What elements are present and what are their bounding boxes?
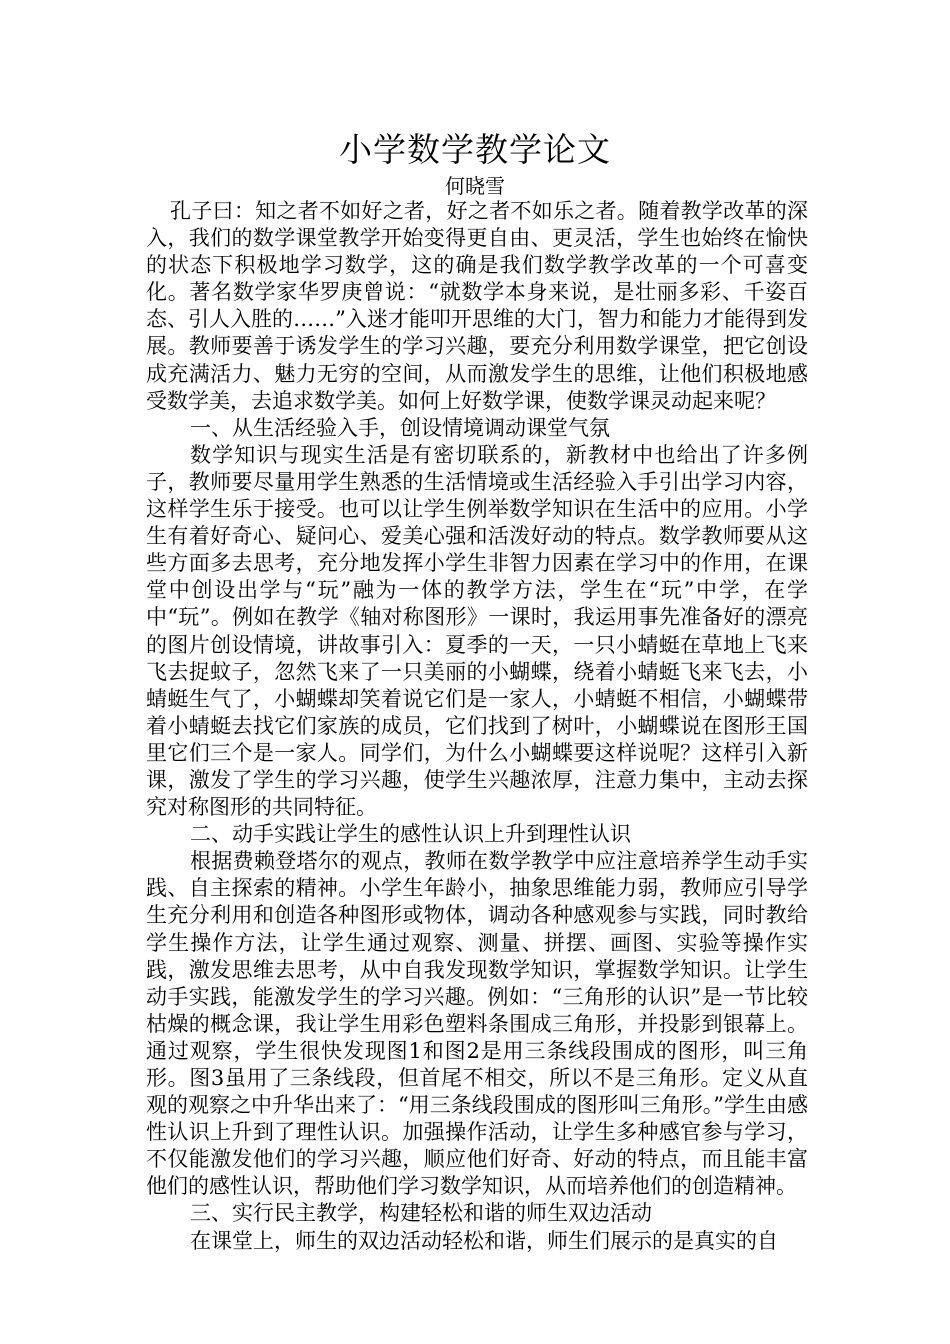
paragraph-section-1: 数学知识与现实生活是有密切联系的，新教材中也给出了许多例子，教师要尽量用学生熟悉的生活情境或生活经验入手引出学习内容，这样学生乐于接受。也可以让学生例举数学知识在生活中的应用。小学生有着好奇心、疑问心、爱美心强和活泼好动的特点。数学教师要从这些方面多去思考，充分地发挥小学生非智力因素在学习中的作用，在课堂中创设出学与“玩”融为一体的教学方法，学生在“玩”中学，在学中“玩”。例如在教学《轴对称图形》一课时，我运用事先准备好的漂亮的图片创设情境，讲故事引入：夏季的一天，一只小蜻蜓在草地上飞来飞去捉蚊子，忽然飞来了一只美丽的小蝴蝶，绕着小蜻蜓飞来飞去，小蜻蜓生气了，小蝴蝶却笑着说它们是一家人，小蜻蜓不相信，小蝴蝶带着小蜻蜓去找它们家族的成员，它们找到了树叶，小蝴蝶说在图形王国里它们三个是一家人。同学们，为什么小蝴蝶要这样说呢？这样引入新课，激发了学生的学习兴趣，使学生兴趣浓厚，注意力集中，主动去探究对称图形的共同特征。 bbox=[146, 442, 808, 820]
author-name: 何晓雪 bbox=[445, 174, 505, 198]
section-heading-3: 三、实行民主教学，构建轻松和谐的师生双边活动 bbox=[190, 1201, 652, 1226]
document-body bbox=[146, 198, 808, 1255]
paragraph-section-2: 根据费赖登塔尔的观点，教师在数学教学中应注意培养学生动手实践、自主探索的精神。小学生年龄小，抽象思维能力弱，教师应引导学生充分利用和创造各种图形或物体，调动各种感观参与实践，同时教给学生操作方法，让学生通过观察、测量、拼摆、画图、实验等操作实践，激发思维去思考，从中自我发现数学知识，掌握数学知识。让学生动手实践，能激发学生的学习兴趣。例如：“三角形的认识”是一节比较枯燥的概念课，我让学生用彩色塑料条围成三角形，并投影到银幕上。通过观察，学生很快发现图1和图2是用三条线段围成的图形，叫三角形。图3虽用了三条线段，但首尾不相交，所以不是三角形。定义从直观的观察之中升华出来了：“用三条线段围成的图形叫三角形。”学生由感性认识上升到了理性认识。加强操作活动，让学生多种感官参与学习，不仅能激发他们的学习兴趣，顺应他们好奇、好动的特点，而且能丰富他们的感性认识，帮助他们学习数学知识，从而培养他们的创造精神。 bbox=[146, 849, 808, 1199]
document-title: 小学数学教学论文 bbox=[339, 130, 611, 169]
paragraph-section-3: 在课堂上，师生的双边活动轻松和谐，师生们展示的是真实的自 bbox=[190, 1228, 778, 1253]
paragraph-intro: 孔子曰：知之者不如好之者，好之者不如乐之者。随着教学改革的深入，我们的数学课堂教学开始变得更自由、更灵活，学生也始终在愉快的状态下积极地学习数学，这的确是我们数学教学改革的一个可喜变化。著名数学家华罗庚曾说：“就数学本身来说，是壮丽多彩、千姿百态、引人入胜的……”入迷才能叩开思维的大门，智力和能力才能得到发展。教师要善于诱发学生的学习兴趣，要充分利用数学课堂，把它创设成充满活力、魅力无穷的空间，从而激发学生的思维，让他们积极地感受数学美，去追求数学美。如何上好数学课，使数学课灵动起来呢？ bbox=[146, 199, 808, 413]
section-heading-1: 一、从生活经验入手，创设情境调动课堂气氛 bbox=[190, 415, 610, 440]
section-heading-2: 二、动手实践让学生的感性认识上升到理性认识 bbox=[190, 822, 631, 847]
